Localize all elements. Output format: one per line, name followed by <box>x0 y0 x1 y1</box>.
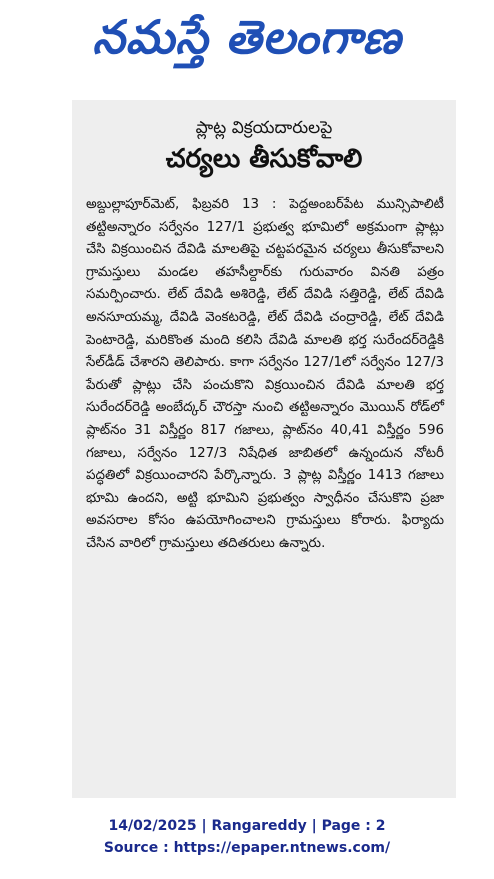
footer-source[interactable]: Source : https://epaper.ntnews.com/ <box>103 840 391 856</box>
newspaper-masthead <box>0 0 494 86</box>
cut-text-fragment-top <box>92 100 392 108</box>
article-kicker: ప్లాట్ల విక్రయదారులపై <box>195 118 333 138</box>
article-headline: చర్యలు తీసుకోవాలి <box>165 144 363 174</box>
cut-text-fragment-bottom <box>88 786 438 798</box>
masthead-title: నమస్తే తెలంగాణ <box>92 10 402 64</box>
footer-meta: 14/02/2025 | Rangareddy | Page : 2 <box>108 818 386 834</box>
article-body: అబ్దుల్లాపూర్‌మెట్‌, ఫిబ్రవరి 13 : పెద్దఅంబర్‌పేట మున్సిపాలిటీ తట్టిఅన్నారం సర్వేనం 127/1 ప్రభుత్వ భూమిలో అక్రమంగా ప్లాట్లు చేసి విక్రయించిన దేవిడి మాలతిపై చట్టపరమైన చర్యలు తీసుకోవాలని గ్రామస్తులు మండల తహసీల్దార్‌కు గురువారం వినతి పత్రం సమర్పించారు. లేట్‌ దేవిడి అశిరెడ్డి, లేట్‌ దేవిడి సత్తిరెడ్డి, లేట్‌ దేవిడి అనసూయమ్మ, దేవిడి వెంకటరెడ్డి, లేట్‌ దేవిడి చంద్రారెడ్డి, లేట్‌ దేవిడి పెంటారెడ్డి, మరికొంత మంది కలిసి దేవిడి మాలతి భర్త సురేందర్‌రెడ్డికి సేల్‌డీడ్‌ చేశారని తెలిపారు. కాగా సర్వేనం 127/1లో సర్వేనం 127/3 పేరుతో ప్లాట్లు చేసి పంచుకొని విక్రయించిన దేవిడి మాలతి భర్త సురేందర్‌రెడ్డి అంబేద్కర్‌ చౌరస్తా నుంచి తట్టిఅన్నారం మొయిన్‌ రోడ్‌లో ప్లాట్‌నం 31 విస్తీర్ణం 817 గజాలు, ప్లాట్‌నం 40,41 విస్తీర్ణం 596 గజాలు, సర్వేనం 127/3 నిషేధిత జాబితలో ఉన్నందున నోటరీ పద్ధతిలో విక్రయించారని పేర్కొన్నారు. 3 ప్లాట్ల విస్తీర్ణం 1413 గజాలు భూమి ఉందని, అట్టి భూమిని ప్రభుత్వం స్వాధీనం చేసుకొని ప్రజా అవసరాల కోసం ఉపయోగించాలని గ్రామస్తులు కోరారు. ఫిర్యాదు చేసిన వారిలో గ్రామస్తులు తదితరులు ఉన్నారు. <box>86 197 444 551</box>
article-clipping <box>72 100 456 798</box>
